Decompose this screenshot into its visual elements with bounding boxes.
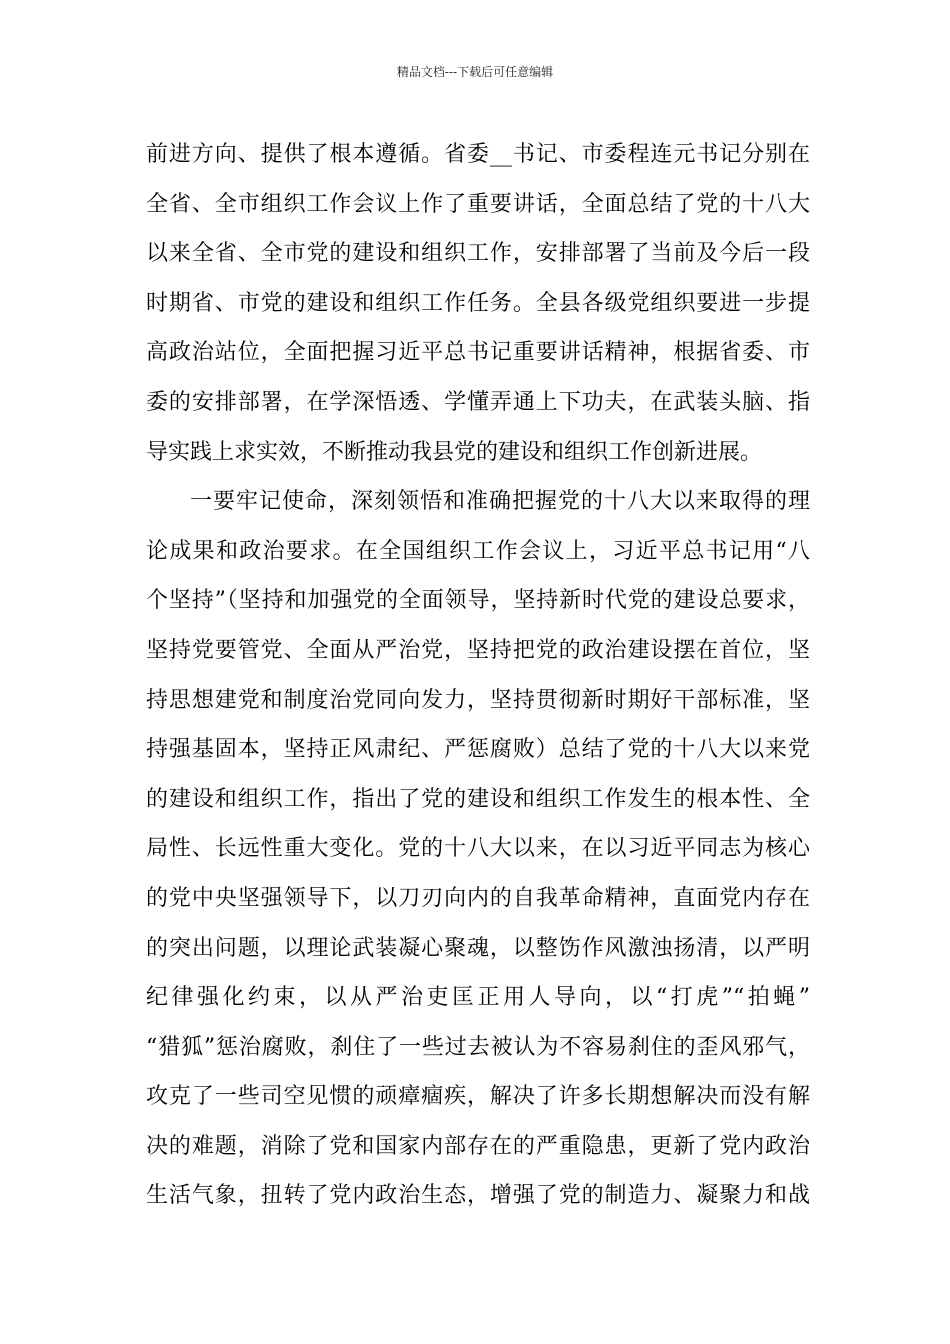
document-body — [146, 130, 810, 1221]
text-line: 导实践上求实效，不断推动我县党的建设和组织工作创新进展。 — [146, 439, 763, 465]
text-line: 的建设和组织工作，指出了党的建设和组织工作发生的根本性、全 — [146, 786, 810, 812]
paragraph-1 — [146, 130, 810, 477]
text-line: 持强基固本，坚持正风肃纪、严惩腐败）总结了党的十八大以来党 — [146, 737, 810, 763]
text-line: 以来全省、全市党的建设和组织工作，安排部署了当前及今后一段 — [146, 241, 810, 267]
text-line: 生活气象，扭转了党内政治生态，增强了党的制造力、凝聚力和战 — [146, 1183, 810, 1209]
text-line: 论成果和政治要求。在全国组织工作会议上，习近平总书记用“八 — [146, 538, 810, 564]
text-line: 一要牢记使命，深刻领悟和准确把握党的十八大以来取得的理 — [190, 489, 810, 515]
page-header: 精品文档---下载后可任意编辑 — [396, 65, 554, 79]
text-line: 高政治站位，全面把握习近平总书记重要讲话精神，根据省委、市 — [146, 340, 810, 366]
text-line: 持思想建党和制度治党同向发力，坚持贯彻新时期好干部标准，坚 — [146, 687, 810, 713]
text-line: 的突出问题，以理论武装凝心聚魂，以整饬作风激浊扬清，以严明 — [146, 935, 810, 961]
text-line: 攻克了一些司空见惯的顽瘴痼疾，解决了许多长期想解决而没有解 — [146, 1084, 810, 1110]
text-line: 全省、全市组织工作会议上作了重要讲话，全面总结了党的十八大 — [146, 191, 810, 217]
text-line: 坚持党要管党、全面从严治党，坚持把党的政治建设摆在首位，坚 — [146, 637, 810, 663]
text-line: 个坚持”（坚持和加强党的全面领导，坚持新时代党的建设总要求， — [146, 588, 810, 614]
paragraph-2 — [146, 477, 810, 1221]
text-line: 纪律强化约束，以从严治吏匡正用人导向，以“打虎”“拍蝇” — [146, 985, 810, 1011]
text-line: 决的难题，消除了党和国家内部存在的严重隐患，更新了党内政治 — [146, 1133, 810, 1159]
text-line: 的党中央坚强领导下，以刀刃向内的自我革命精神，直面党内存在 — [146, 885, 810, 911]
text-line: 委的安排部署，在学深悟透、学懂弄通上下功夫，在武装头脑、指 — [146, 389, 810, 415]
text-line: 局性、长远性重大变化。党的十八大以来，在以习近平同志为核心 — [146, 836, 810, 862]
text-line: “猎狐”惩治腐败，刹住了一些过去被认为不容易刹住的歪风邪气， — [146, 1034, 810, 1060]
text-line: 时期省、市党的建设和组织工作任务。全县各级党组织要进一步提 — [146, 290, 810, 316]
text-line: 前进方向、提供了根本遵循。省委__书记、市委程连元书记分别在 — [146, 142, 810, 167]
